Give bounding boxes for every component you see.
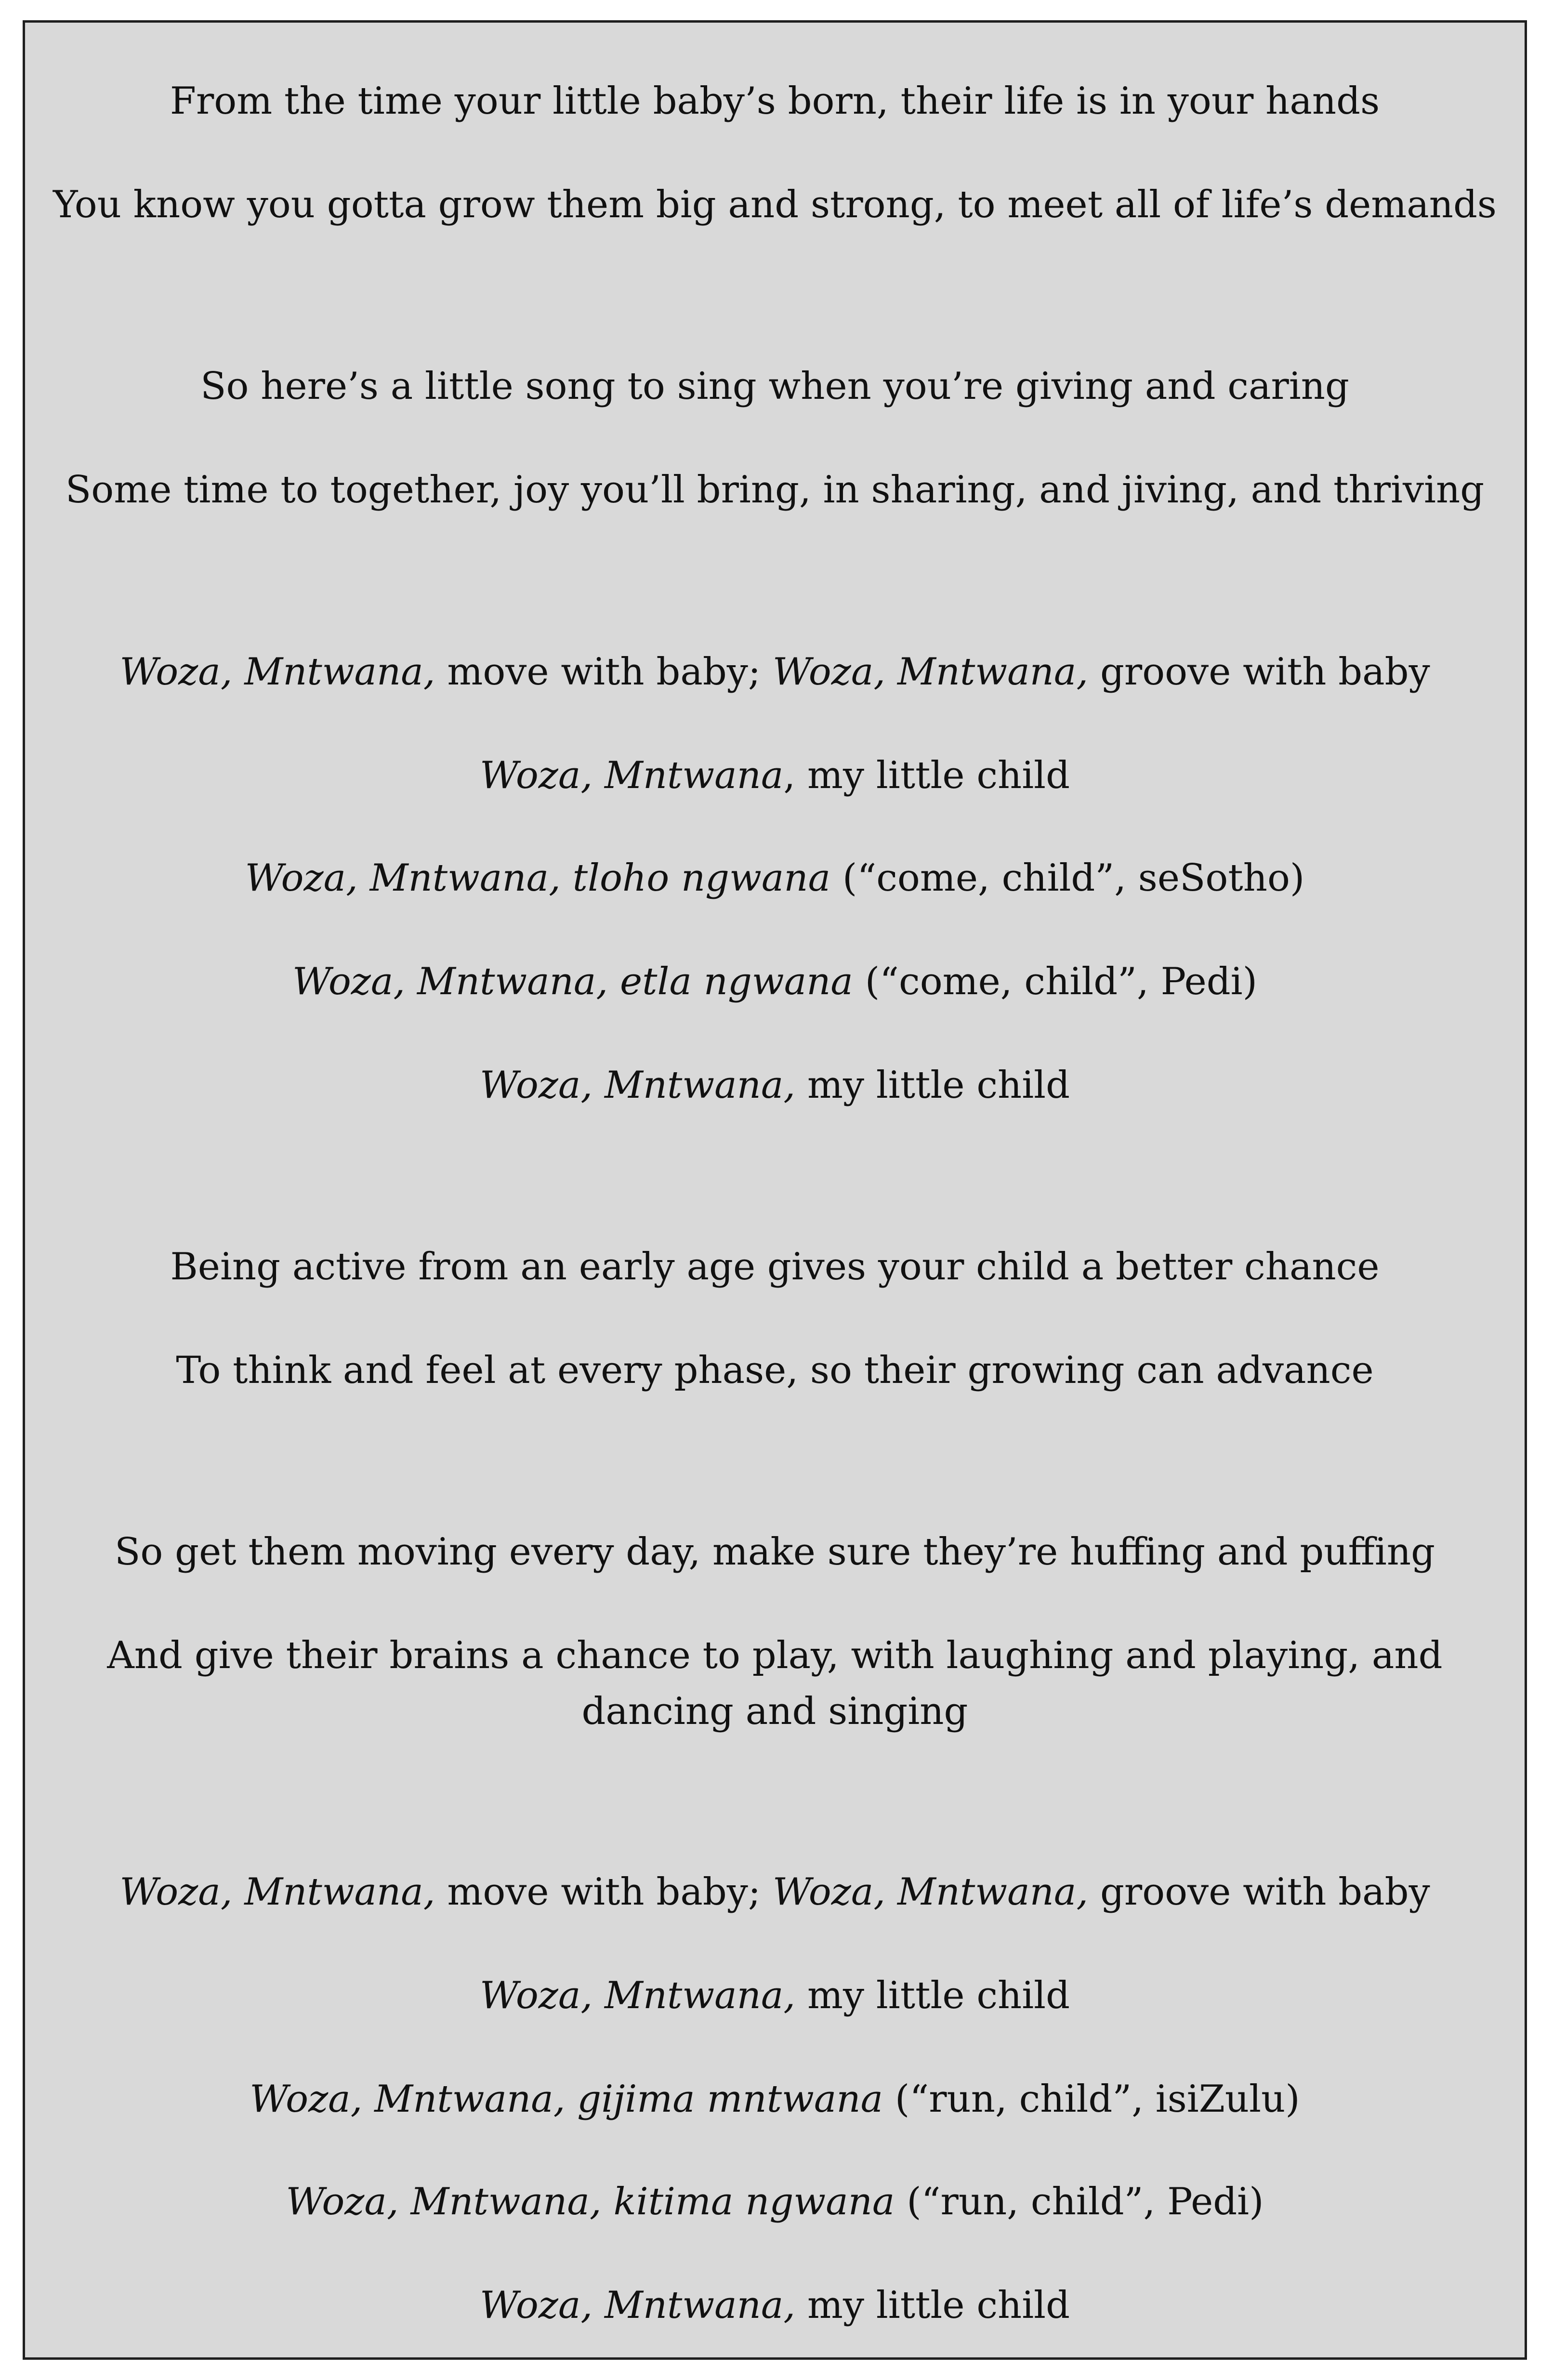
chorus-line: Woza, Mntwana, my little child xyxy=(479,754,1070,797)
chorus-line: Woza, Mntwana, my little child xyxy=(479,1974,1070,2017)
chorus-line: Woza, Mntwana, tloho ngwana (“come, child”, seSotho) xyxy=(245,856,1305,900)
lyric-line: From the time your little baby’s born, their life is in your hands xyxy=(170,79,1380,123)
chorus-line: Woza, Mntwana, my little child xyxy=(479,2284,1070,2327)
chorus-line: Woza, Mntwana, move with baby; Woza, Mntwana, groove with baby xyxy=(119,1870,1430,1914)
chorus-line: Woza, Mntwana, kitima ngwana (“run, child”, Pedi) xyxy=(286,2180,1264,2223)
lyric-line: Some time to together, joy you’ll bring, in sharing, and jiving, and thriving xyxy=(65,468,1485,512)
lyric-line: So here’s a little song to sing when you’re giving and caring xyxy=(200,365,1349,408)
lyric-line: You know you gotta grow them big and strong, to meet all of life’s demands xyxy=(53,183,1497,226)
lyric-line: So get them moving every day, make sure they’re huffing and puffing xyxy=(114,1530,1435,1574)
lyrics-panel xyxy=(23,20,1527,2360)
chorus-line: Woza, Mntwana, gijima mntwana (“run, child”, isiZulu) xyxy=(250,2078,1300,2121)
chorus-line: Woza, Mntwana, move with baby; Woza, Mntwana, groove with baby xyxy=(119,650,1430,694)
lyric-line: And give their brains a chance to play, with laughing and playing, and dancing and singing xyxy=(107,1634,1443,1733)
lyric-line: Being active from an early age gives your child a better chance xyxy=(170,1245,1380,1289)
chorus-line: Woza, Mntwana, etla ngwana (“come, child”, Pedi) xyxy=(292,960,1258,1003)
chorus-line: Woza, Mntwana, my little child xyxy=(479,1064,1070,1107)
lyric-line: To think and feel at every phase, so their growing can advance xyxy=(176,1349,1374,1392)
